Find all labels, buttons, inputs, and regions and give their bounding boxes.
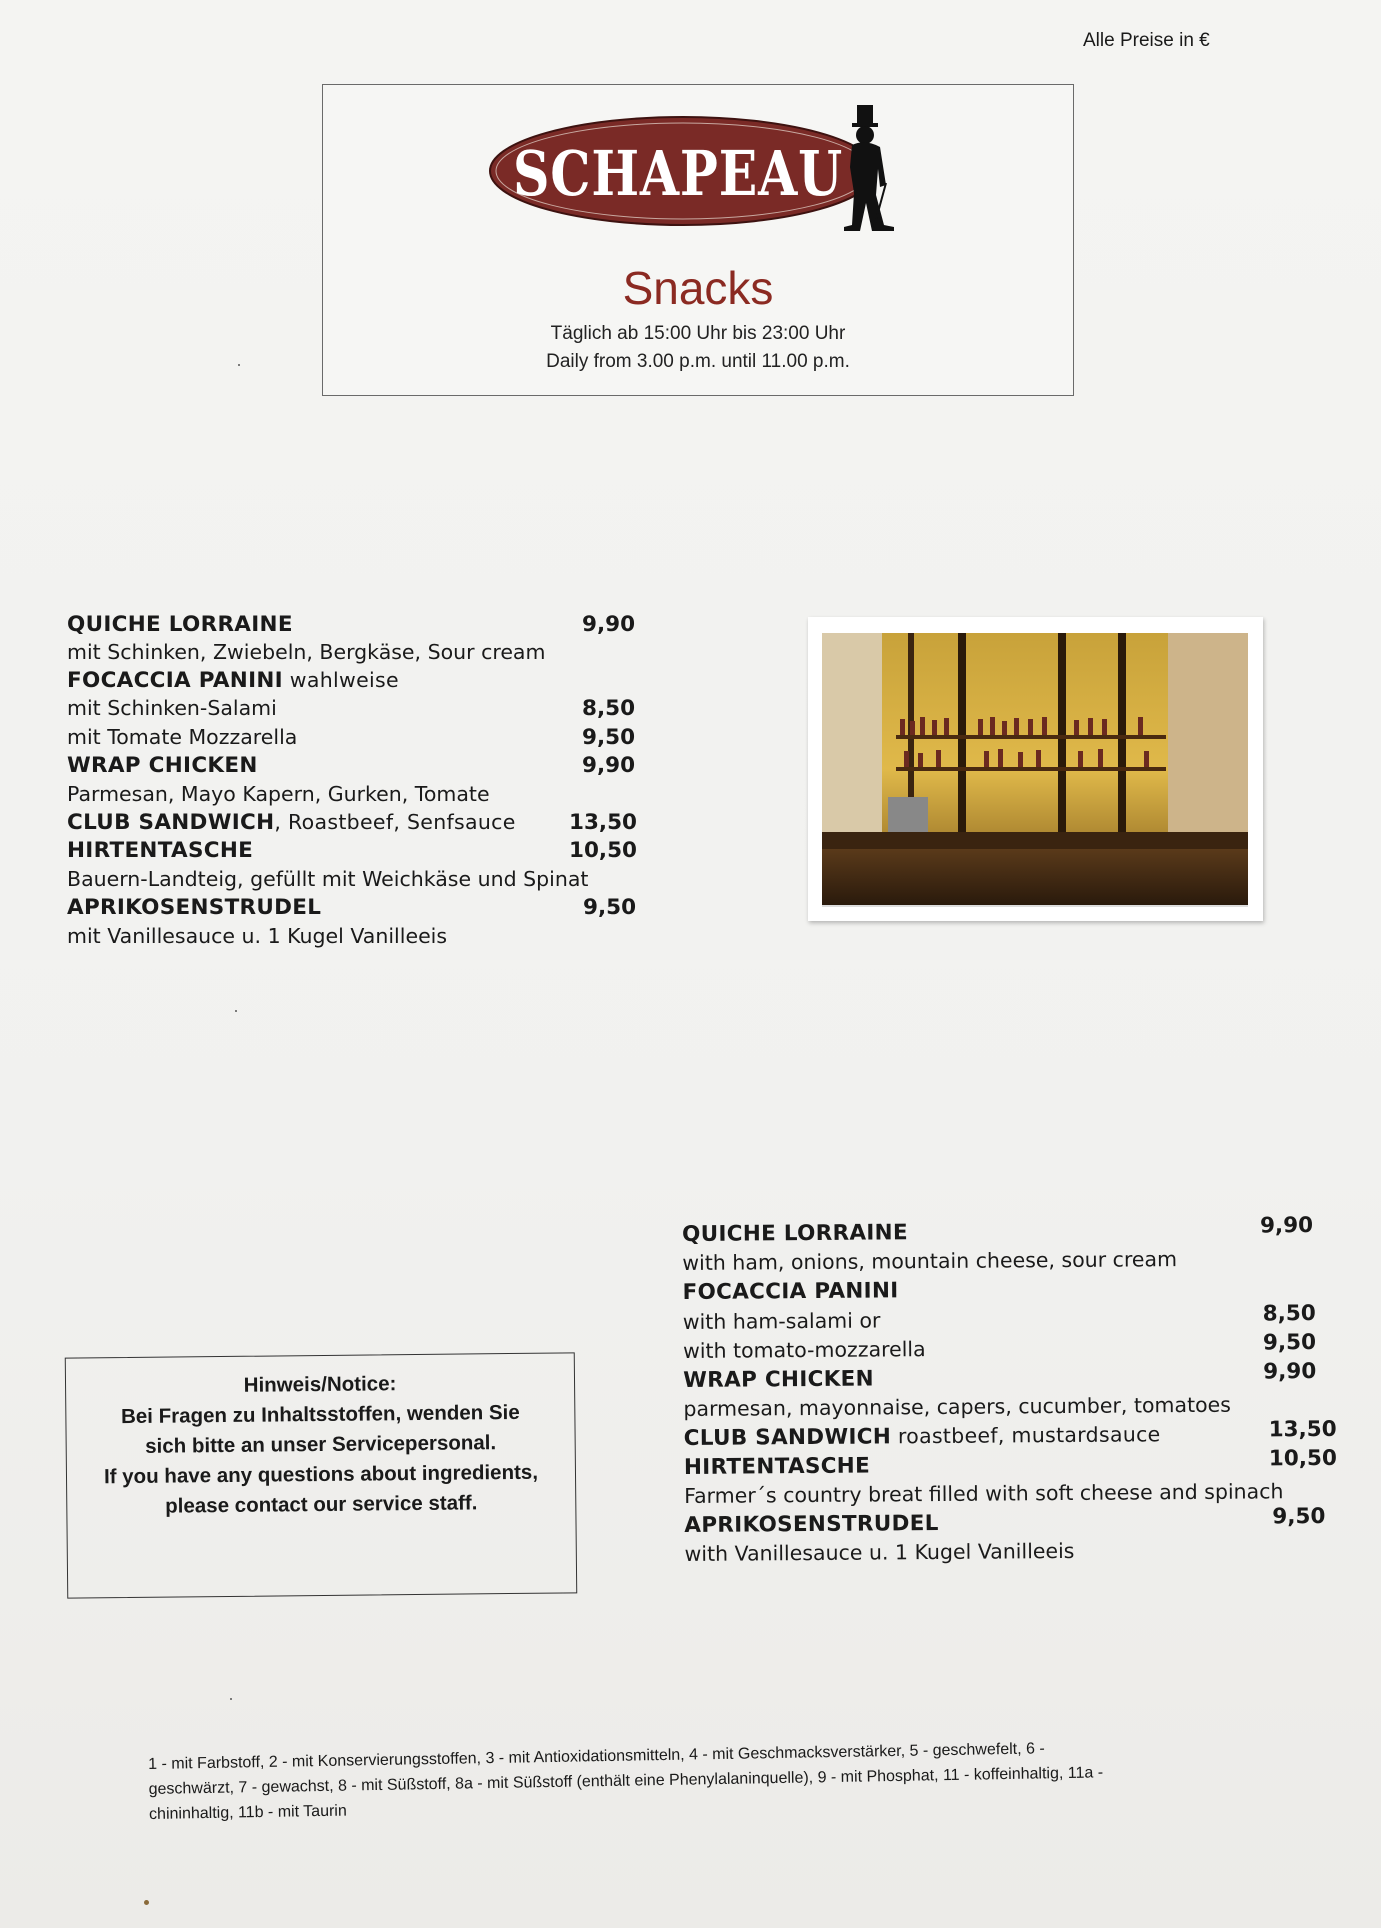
menu-item-option: mit Tomate Mozzarella xyxy=(67,725,298,749)
header-box xyxy=(322,84,1074,396)
menu-item-title: QUICHE LORRAINE xyxy=(67,612,293,637)
schapeau-logo xyxy=(488,103,908,233)
notice-box xyxy=(65,1352,577,1598)
menu-item-option: with tomato-mozzarella xyxy=(682,1337,926,1363)
menu-item-description: parmesan, mayonnaise, capers, cucumber, tomatoes xyxy=(683,1392,1231,1421)
hours-german: Täglich ab 15:00 Uhr bis 23:00 Uhr xyxy=(550,323,846,344)
menu-item-title: FOCACCIA PANINI wahlweise xyxy=(67,668,399,693)
menu-item-title: HIRTENTASCHE xyxy=(67,838,254,863)
footnote-line: chininhaltig, 11b - mit Taurin xyxy=(148,1802,347,1823)
menu-item-description: with ham, onions, mountain cheese, sour cream xyxy=(682,1247,1178,1275)
menu-item-price: 9,50 xyxy=(1272,1503,1326,1530)
menu-item-price: 9,90 xyxy=(582,753,636,778)
menu-item-price: 8,50 xyxy=(1262,1301,1316,1327)
menu-item-title: HIRTENTASCHE xyxy=(683,1453,871,1480)
menu-item-price: 9,50 xyxy=(1262,1330,1317,1356)
menu-item-price: 9,90 xyxy=(582,612,636,637)
menu-item-title: APRIKOSENSTRUDEL xyxy=(67,895,322,920)
notice-line: Bei Fragen zu Inhaltsstoffen, wenden Sie xyxy=(120,1400,520,1429)
menu-item-price: 9,90 xyxy=(1263,1359,1317,1385)
menu-item-description: mit Vanillesauce u. 1 Kugel Vanilleeis xyxy=(67,924,448,948)
menu-english xyxy=(682,1213,1337,1566)
notice-line: If you have any questions about ingredients, xyxy=(103,1460,539,1489)
menu-item-title: APRIKOSENSTRUDEL xyxy=(684,1510,939,1538)
menu-subtitle: Snacks xyxy=(622,262,774,314)
prices-note: Alle Preise in € xyxy=(1083,30,1210,51)
menu-item-option: mit Schinken-Salami xyxy=(67,696,277,720)
allergen-footnote xyxy=(148,1733,1259,1827)
menu-item-title: CLUB SANDWICH roastbeef, mustardsauce xyxy=(683,1422,1161,1451)
menu-item-price: 10,50 xyxy=(569,838,638,863)
menu-item-description: Bauern-Landteig, gefüllt mit Weichkäse und Spinat xyxy=(67,867,589,891)
menu-item-title: CLUB SANDWICH, Roastbeef, Senfsauce xyxy=(67,810,516,835)
logo-text: SCHAPEAU xyxy=(513,137,843,210)
bar-photo xyxy=(808,617,1263,921)
menu-item-description: Farmer´s country breat filled with soft cheese and spinach xyxy=(684,1479,1284,1508)
menu-item-price: 10,50 xyxy=(1268,1445,1337,1472)
notice-heading: Hinweis/Notice: xyxy=(243,1372,397,1397)
menu-item-title: QUICHE LORRAINE xyxy=(682,1220,909,1247)
menu-item-option: with ham-salami or xyxy=(682,1308,881,1334)
paper-speck xyxy=(235,1010,237,1012)
menu-item-price: 8,50 xyxy=(582,696,636,721)
footnote-line: geschwärzt, 7 - gewachst, 8 - mit Süßstoff, 8a - mit Süßstoff (enthält eine Phenylalaninquelle), 9 - mit Phosphat, 11 - koffeinhaltig, 11a - xyxy=(148,1764,1104,1798)
notice-line: please contact our service staff. xyxy=(165,1491,478,1518)
notice-line: sich bitte an unser Servicepersonal. xyxy=(145,1431,497,1458)
gentleman-silhouette-icon xyxy=(844,105,894,231)
menu-item-description: with Vanillesauce u. 1 Kugel Vanilleeis xyxy=(684,1538,1075,1566)
menu-item-price: 9,50 xyxy=(583,895,637,920)
paper-speck xyxy=(238,364,240,366)
menu-item-price: 13,50 xyxy=(1268,1416,1337,1443)
menu-item-description: mit Schinken, Zwiebeln, Bergkäse, Sour cream xyxy=(67,640,546,664)
menu-item-description: Parmesan, Mayo Kapern, Gurken, Tomate xyxy=(67,782,490,806)
menu-item-price: 13,50 xyxy=(569,810,638,835)
menu-item-title: WRAP CHICKEN xyxy=(67,753,258,778)
paper-speck xyxy=(144,1900,149,1905)
bar-interior-image xyxy=(808,617,1263,921)
menu-item-price: 9,90 xyxy=(1259,1213,1314,1239)
menu-item-title: WRAP CHICKEN xyxy=(683,1366,874,1393)
footnote-line: 1 - mit Farbstoff, 2 - mit Konservierungsstoffen, 3 - mit Antioxidationsmitteln, 4 - mit Geschmacksverstärker, 5 - geschwefelt, 6 - xyxy=(148,1740,1045,1773)
hours-english: Daily from 3.00 p.m. until 11.00 p.m. xyxy=(546,351,850,372)
menu-item-price: 9,50 xyxy=(582,725,636,750)
paper-speck xyxy=(230,1698,232,1700)
menu-item-title: FOCACCIA PANINI xyxy=(682,1278,899,1305)
